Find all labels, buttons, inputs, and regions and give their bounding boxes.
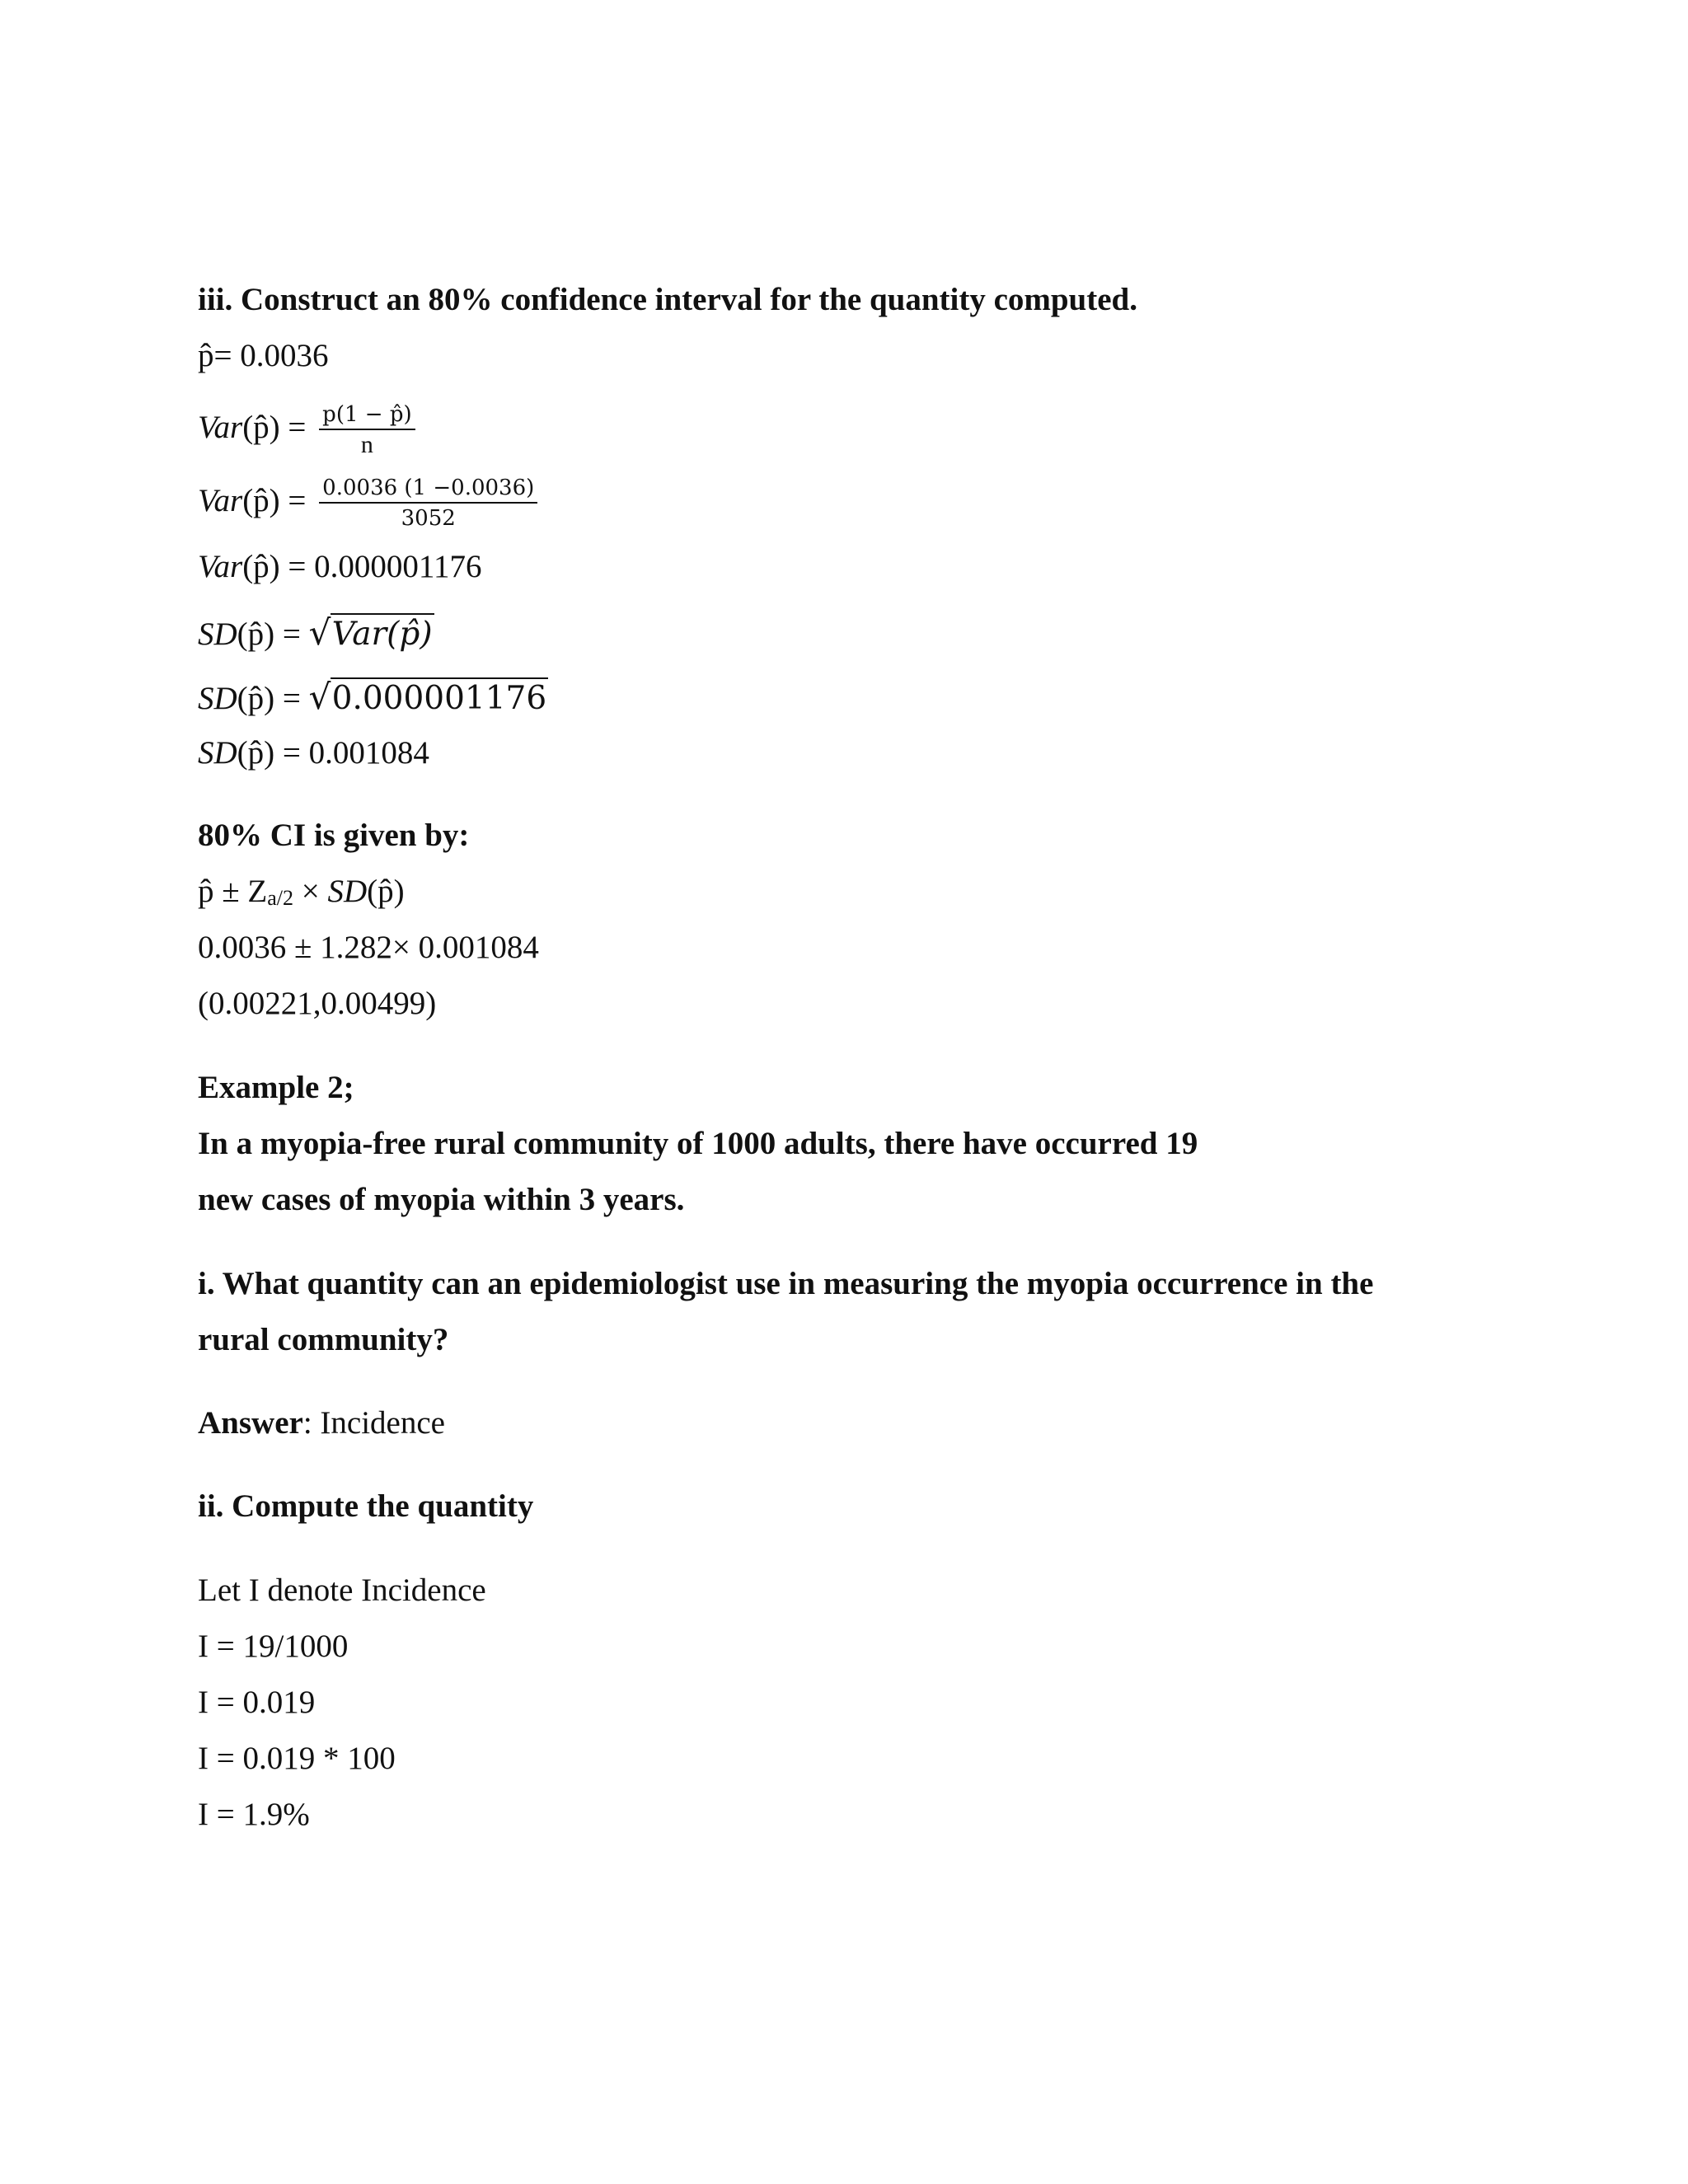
example-text-line-1: In a myopia-free rural community of 1000 adults, there have occurred 19 (198, 1126, 1198, 1161)
variance-result (198, 547, 481, 587)
question-i-line-2: rural community? (198, 1322, 449, 1357)
calc-line-3: I = 0.019 * 100 (198, 1741, 396, 1776)
radical-sign: √ (308, 677, 331, 717)
let-line: Let I denote Incidence (198, 1572, 486, 1608)
fraction-numerator: 0.0036 (1 −0.0036) (319, 474, 537, 504)
var-fn: Var (198, 482, 243, 518)
calc-line-1: I = 19/1000 (198, 1629, 349, 1664)
calc-line-2: I = 0.019 (198, 1685, 316, 1720)
answer-label: Answer (198, 1405, 303, 1441)
fraction-denominator: n (360, 431, 373, 458)
fraction-denominator: 3052 (401, 506, 456, 531)
var-arg: (p̂) = (242, 482, 307, 518)
example-text-line-2: new cases of myopia within 3 years. (198, 1182, 685, 1217)
sd-arg: (p̂) = (237, 681, 301, 716)
var-rest: (p̂) = 0.000001176 (242, 549, 482, 584)
ci-result: (0.00221,0.00499) (198, 986, 437, 1021)
answer-text: : Incidence (302, 1405, 445, 1441)
variance-substituted (198, 474, 537, 533)
sd-arg: (p̂) = (237, 616, 301, 652)
ci-formula (198, 872, 405, 918)
variance-fraction (319, 474, 537, 533)
sd-result (198, 733, 429, 773)
radicand: 0.000001176 (331, 677, 549, 719)
sd-fn: SD (198, 735, 237, 771)
calc-line-4: I = 1.9% (198, 1797, 310, 1832)
heading-iii: iii. Construct an 80% confidence interval for the quantity computed. (198, 282, 1137, 317)
sd-rest: (p̂) = 0.001084 (237, 735, 429, 771)
ci-substituted: 0.0036 ± 1.282× 0.001084 (198, 930, 539, 965)
fraction-numerator: p(1 − p̂) (319, 401, 415, 430)
example-title: Example 2; (198, 1070, 354, 1105)
sd-substituted (198, 677, 548, 719)
variance-fraction (319, 401, 415, 460)
sd-fn: SD (198, 616, 237, 652)
ci-heading: 80% CI is given by: (198, 818, 470, 853)
square-root (309, 613, 434, 654)
var-fn: Var (198, 549, 243, 584)
question-ii: ii. Compute the quantity (198, 1488, 534, 1524)
ci-mid: × (293, 874, 328, 909)
sd-fn: SD (198, 681, 237, 716)
sd-formula (198, 613, 434, 654)
ci-fn: SD (327, 874, 368, 909)
question-i-line-1: i. What quantity can an epidemiologist use in measuring the myopia occurrence in the (198, 1266, 1374, 1301)
radical-sign: √ (308, 612, 331, 653)
answer-line (198, 1404, 445, 1443)
var-fn: Var (198, 409, 243, 445)
variance-formula (198, 401, 415, 460)
ci-subscript: a/2 (267, 886, 293, 910)
ci-end: (p̂) (367, 874, 405, 909)
ci-start: p̂ ± Z (198, 874, 268, 909)
square-root (309, 677, 549, 719)
radicand: Var(p̂) (331, 613, 434, 654)
var-arg: (p̂) = (242, 409, 307, 445)
phat-value: p̂= 0.0036 (198, 338, 329, 373)
